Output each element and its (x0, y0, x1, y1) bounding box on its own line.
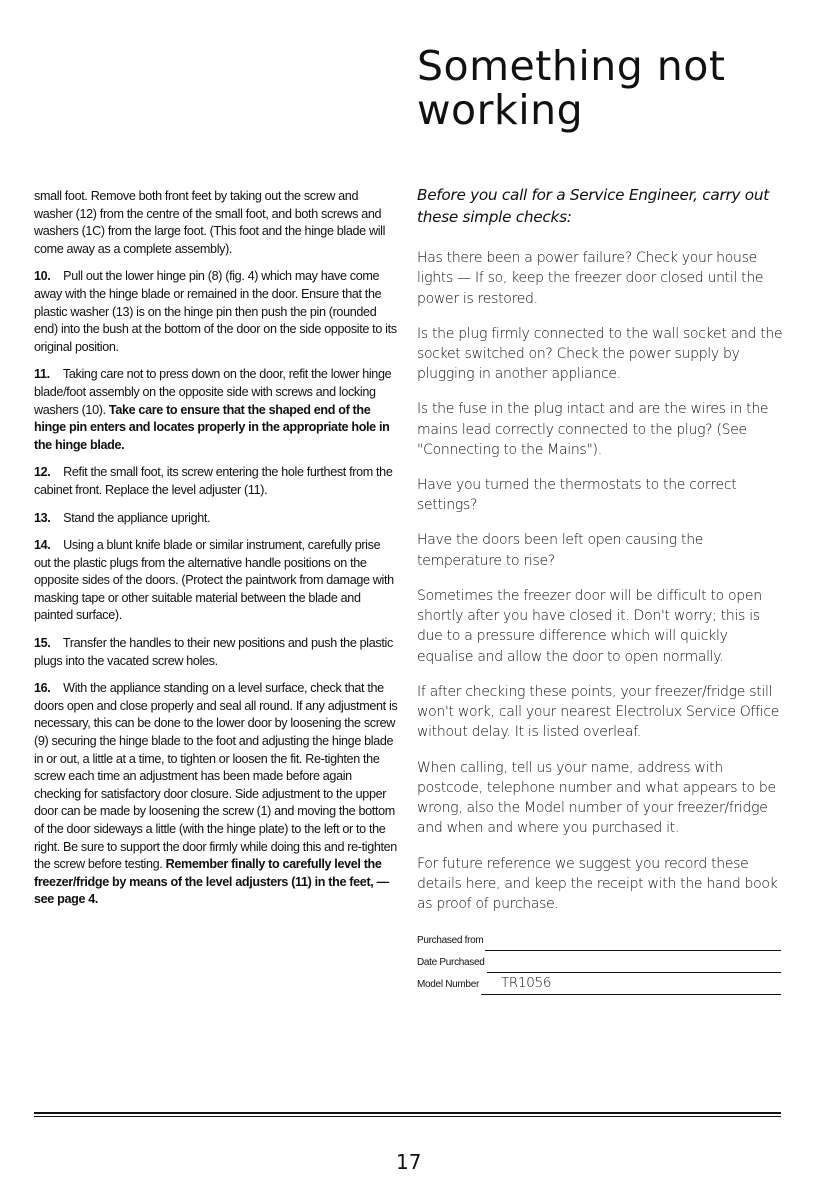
step-text: Stand the appliance upright. (63, 510, 211, 525)
step-text: With the appliance standing on a level surface, check that the doors open and close properly and seal all round. If any adjustment is necessary, this can be done to the lower door by loosening the screw (9) securing the hinge blade to the foot and adjusting the hinge blade in or out, a little at a time, to tighten or loosen the fit. Re-tighten the screw each time an adjustment has been made before again checking for satisfactory door closure. Side adjustment to the upper door can be made by loosening the screw (1) and moving the bottom of the door sideways a little (with the hinge plate) to the left or to the right. Be sure to support the door firmly while doing this and re-tighten the screw before testing. (34, 681, 398, 872)
instruction-step (34, 366, 398, 454)
step-number: 15. (34, 636, 51, 651)
step-text: small foot. Remove both front feet by taking out the screw and washer (12) from the centre of the small foot, and both screws and washers (1C) from the large foot. (This foot and the hinge blade will come away as a complete assembly). (34, 189, 386, 256)
step-number: 10. (34, 269, 51, 284)
model-number-line (481, 974, 781, 995)
check-paragraph: When calling, tell us your name, address with postcode, telephone number and what appears to be wrong, also the Model number of your freezer/fridge and when and where you purchased it. (417, 759, 776, 837)
step-number: 12. (34, 465, 51, 480)
model-number-value: TR1056 (500, 974, 552, 991)
left-column-instructions (34, 188, 398, 919)
model-number-label: Model Number (417, 978, 479, 990)
check-paragraph: If after checking these points, your freezer/fridge still won't work, call your nearest Electrolux Service Office without delay. It is listed overleaf. (417, 683, 780, 741)
step-warning: Remember finally to carefully level the freezer/fridge by means of the level adjusters (11) in the feet, — see page 4. (34, 857, 389, 907)
instruction-step (34, 464, 398, 499)
footer-divider (34, 1112, 781, 1114)
page-number: 17 (396, 1150, 422, 1174)
date-purchased-label: Date Purchased (417, 956, 485, 968)
step-text: Refit the small foot, its screw entering the hole furthest from the cabinet front. Replace the level adjuster (11). (34, 465, 393, 497)
step-warning: Take care to ensure that the shaped end of the hinge pin enters and locates properly in the appropriate hole in the hinge blade. (34, 402, 390, 452)
model-number-row (417, 973, 787, 995)
check-paragraph: Has there been a power failure? Check your house lights — If so, keep the freezer door closed until the power is restored. (417, 250, 764, 307)
step-number: 11. (34, 367, 50, 382)
instruction-step (34, 635, 398, 670)
check-paragraph: Is the plug firmly connected to the wall socket and the socket switched on? Check the power supply by plugging in another appliance. (417, 325, 783, 383)
heading-line-1: Something not (417, 42, 726, 90)
step-number: 13. (34, 510, 51, 525)
purchased-from-line (485, 937, 781, 951)
instruction-step (34, 680, 398, 909)
check-paragraph: Is the fuse in the plug intact and are the wires in the mains lead correctly connected to the plug? (See "Connecting to the Mains"). (417, 401, 769, 458)
purchase-record-form (417, 929, 787, 995)
purchased-from-label: Purchased from (417, 934, 484, 946)
checks-intro: Before you call for a Service Engineer, carry out these simple checks: (417, 186, 769, 226)
instruction-step (34, 188, 398, 258)
date-purchased-line (487, 959, 781, 973)
step-number: 14. (34, 538, 51, 553)
check-paragraph: Sometimes the freezer door will be difficult to open shortly after you have closed it. Don't worry; this is due to a pressure difference which will quickly equalise and allow the door to open normally. (417, 587, 762, 665)
step-text: Using a blunt knife blade or similar instrument, carefully prise out the plastic plugs from the alternative handle positions on the opposite sides of the doors. (Protect the paintwork from damage with masking tape or other suitable material between the blade and painted surface). (34, 538, 394, 623)
check-paragraph: Have you turned the thermostats to the correct settings? (417, 477, 737, 514)
purchased-from-row (417, 929, 787, 951)
instruction-step (34, 510, 398, 528)
right-column-checks (417, 185, 787, 995)
step-text: Transfer the handles to their new positions and push the plastic plugs into the vacated screw holes. (34, 636, 393, 668)
check-paragraph: For future reference we suggest you record these details here, and keep the receipt with the hand book as proof of purchase. (417, 855, 778, 913)
instruction-step (34, 268, 398, 356)
heading-line-2: working (417, 86, 584, 134)
page-heading (417, 44, 817, 132)
check-paragraph: Have the doors been left open causing the temperature to rise? (417, 532, 704, 569)
step-text: Pull out the lower hinge pin (8) (fig. 4) which may have come away with the hinge blade or remained in the door. Ensure that the plastic washer (13) is on the hinge pin then push the pin (rounded end) into the bush at the bottom of the door on the side opposite to its original position. (34, 269, 397, 354)
step-text: Taking care not to press down on the door, refit the lower hinge blade/foot assembly on the opposite side with screws and locking washers (10). (34, 367, 392, 417)
date-purchased-row (417, 951, 787, 973)
step-number: 16. (34, 681, 51, 696)
instruction-step (34, 537, 398, 625)
footer-divider-secondary (34, 1116, 781, 1117)
